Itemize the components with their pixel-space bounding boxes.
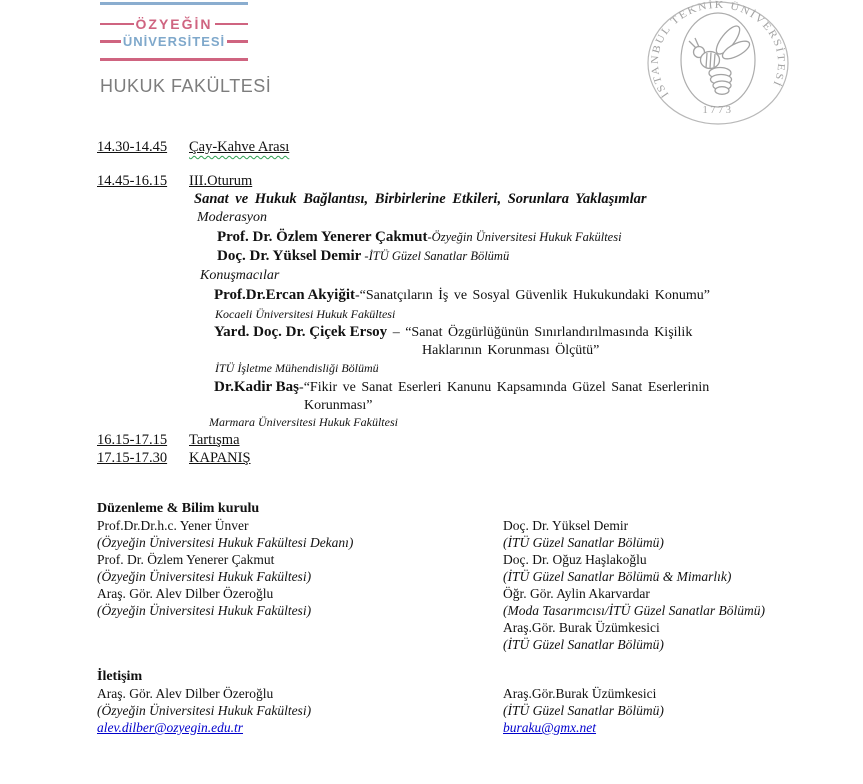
logo-dash <box>227 40 248 43</box>
committee-left-column <box>97 517 503 653</box>
committee-member-affiliation: (Özyeğin Üniversitesi Hukuk Fakültesi) <box>97 569 312 584</box>
contact-section <box>97 668 823 736</box>
session-label: III.Oturum <box>189 173 253 189</box>
speaker-name: Prof.Dr.Ercan Akyiğit <box>214 287 355 303</box>
email-link[interactable]: buraku@gmx.net <box>503 720 597 735</box>
logo-university-name-line1: ÖZYEĞİN <box>135 16 213 32</box>
speaker-affiliation: Marmara Üniversitesi Hukuk Fakültesi <box>209 415 398 429</box>
logo-name-row-2 <box>100 34 248 49</box>
time-slot: 14.45-16.15 <box>97 173 168 189</box>
committee-member-name: Prof. Dr. Özlem Yenerer Çakmut <box>97 552 275 567</box>
moderator-name: Doç. Dr. Yüksel Demir <box>217 248 362 264</box>
faculty-name: HUKUK FAKÜLTESİ <box>100 75 272 96</box>
committee-member-name: Öğr. Gör. Aylin Akarvardar <box>503 586 650 601</box>
committee-member-affiliation: (İTÜ Güzel Sanatlar Bölümü) <box>503 637 664 652</box>
speaker-affiliation: Kocaeli Üniversitesi Hukuk Fakültesi <box>215 307 396 321</box>
moderator-name: Prof. Dr. Özlem Yenerer Çakmut <box>217 229 428 245</box>
committee-title: Düzenleme & Bilim kurulu <box>97 501 260 516</box>
bee-icon <box>689 23 752 95</box>
time-slot: 14.30-14.45 <box>97 139 168 155</box>
committee-member-affiliation: (Moda Tasarımcısı/İTÜ Güzel Sanatlar Bölümü) <box>503 603 766 618</box>
logo-bottom-rule <box>100 58 248 61</box>
committee-section <box>97 500 823 653</box>
schedule-label: KAPANIŞ <box>189 450 251 466</box>
committee-member-affiliation: (Özyeğin Üniversitesi Hukuk Fakültesi Dekanı) <box>97 535 354 550</box>
contact-right-column <box>503 685 823 736</box>
schedule-label: Çay-Kahve Arası <box>189 139 290 155</box>
contact-person-name: Araş. Gör. Alev Dilber Özeroğlu <box>97 686 274 701</box>
contact-columns <box>97 685 823 736</box>
speaker-topic: – “Sanat Özgürlüğünün Sınırlandırılmasında Kişilik <box>387 325 693 340</box>
speaker-line <box>214 378 710 397</box>
logo-dash <box>215 23 249 26</box>
contact-left-column <box>97 685 503 736</box>
schedule-row-session3 <box>97 172 823 431</box>
moderator-line <box>217 247 710 266</box>
speaker-line <box>214 286 710 305</box>
time-slot: 16.15-17.15 <box>97 432 168 448</box>
itu-seal-graphic <box>642 0 794 130</box>
contact-title: İletişim <box>97 669 143 684</box>
speaker-name: Yard. Doç. Dr. Çiçek Ersoy <box>214 324 388 340</box>
committee-member-name: Prof.Dr.Dr.h.c. Yener Ünver <box>97 518 249 533</box>
session3-block <box>189 172 710 431</box>
program-document <box>0 138 863 736</box>
committee-member-name: Araş. Gör. Alev Dilber Özeroğlu <box>97 586 274 601</box>
committee-right-column <box>503 517 823 653</box>
contact-person-affiliation: (İTÜ Güzel Sanatlar Bölümü) <box>503 703 664 718</box>
moderator-affiliation: -Özyeğin Üniversitesi Hukuk Fakültesi <box>427 230 622 244</box>
contact-person-affiliation: (Özyeğin Üniversitesi Hukuk Fakültesi) <box>97 703 312 718</box>
committee-member-name: Araş.Gör. Burak Üzümkesici <box>503 620 660 635</box>
schedule-row-closing <box>97 449 823 467</box>
seal-ring-text: İSTANBUL TEKNİK ÜNİVERSİTESİ <box>649 0 787 100</box>
committee-member-name: Doç. Dr. Oğuz Haşlakoğlu <box>503 552 647 567</box>
logo-name-row-1 <box>100 16 248 32</box>
time-slot: 17.15-17.30 <box>97 450 168 466</box>
ozyegin-university-logo <box>100 2 272 97</box>
email-link[interactable]: alev.dilber@ozyegin.edu.tr <box>97 720 244 735</box>
committee-member-affiliation: (İTÜ Güzel Sanatlar Bölümü) <box>503 535 664 550</box>
speakers-label: Konuşmacılar <box>200 268 280 283</box>
committee-member-affiliation: (Özyeğin Üniversitesi Hukuk Fakültesi) <box>97 603 312 618</box>
moderator-affiliation: -İTÜ Güzel Sanatlar Bölümü <box>361 249 510 263</box>
contact-email-row <box>503 719 823 736</box>
logo-dash <box>100 23 134 26</box>
speaker-name: Dr.Kadir Baş <box>214 379 300 395</box>
speaker-affiliation: İTÜ İşletme Mühendisliği Bölümü <box>215 361 379 375</box>
contact-person-name: Araş.Gör.Burak Üzümkesici <box>503 686 657 701</box>
schedule-label: Tartışma <box>189 432 240 448</box>
speaker-topic-continued: Korunması” <box>304 398 373 413</box>
committee-columns <box>97 517 823 653</box>
speaker-topic: -“Fikir ve Sanat Eserleri Kanunu Kapsamında Güzel Sanat Eserlerinin <box>299 380 710 395</box>
committee-member-name: Doç. Dr. Yüksel Demir <box>503 518 629 533</box>
logo-university-name-line2: ÜNİVERSİTESİ <box>122 34 226 49</box>
speaker-topic-continued: Haklarının Korunması Ölçütü” <box>422 343 600 358</box>
schedule-row-discussion <box>97 431 823 449</box>
speaker-line <box>214 323 710 342</box>
committee-member-affiliation: (İTÜ Güzel Sanatlar Bölümü & Mimarlık) <box>503 569 732 584</box>
schedule-row-break <box>97 138 823 156</box>
session-title: Sanat ve Hukuk Bağlantısı, Birbirlerine Etkileri, Sorunlara Yaklaşımlar <box>194 191 647 207</box>
moderation-label: Moderasyon <box>197 210 267 225</box>
itu-university-seal <box>642 0 794 135</box>
moderator-line <box>217 228 710 247</box>
logo-top-rule <box>100 2 248 5</box>
contact-email-row <box>97 719 503 736</box>
seal-year: 1773 <box>702 105 734 116</box>
speaker-topic: -“Sanatçıların İş ve Sosyal Güvenlik Hukukundaki Konumu” <box>354 288 710 303</box>
logo-dash <box>100 40 121 43</box>
